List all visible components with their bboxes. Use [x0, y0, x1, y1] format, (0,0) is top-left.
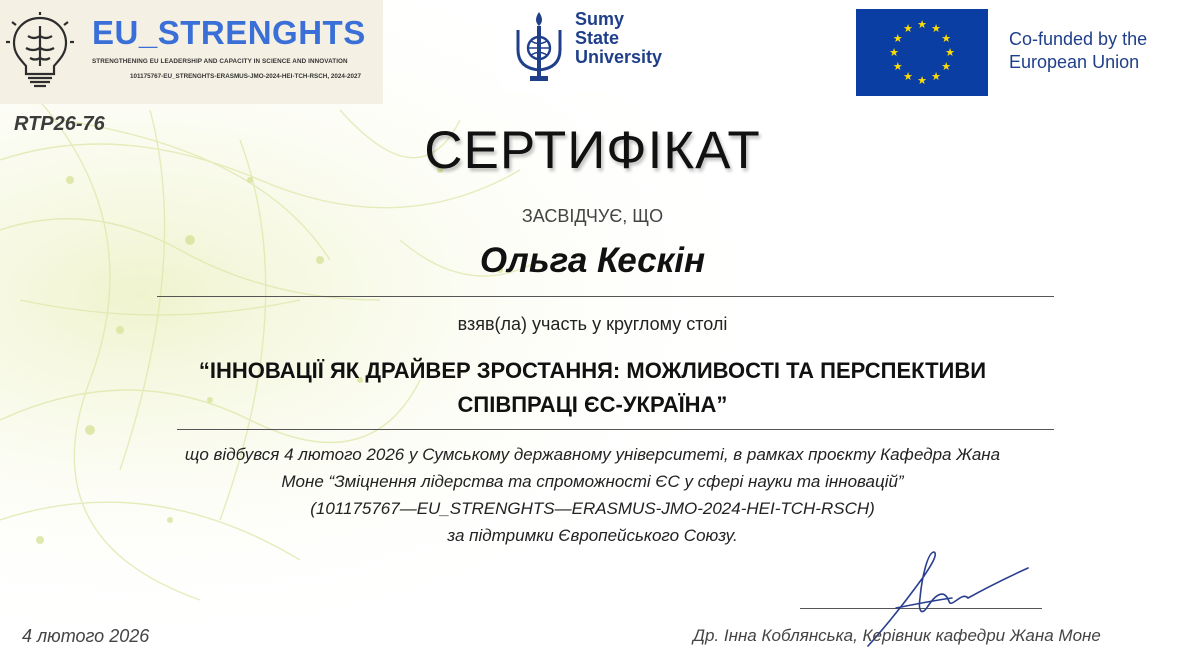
divider	[177, 429, 1054, 430]
recipient-name: Ольга Кескін	[479, 241, 706, 280]
eu-star-icon: ★	[903, 22, 913, 35]
university-name-line: State	[575, 28, 620, 48]
eu-star-icon: ★	[892, 33, 903, 45]
eu-star-icon: ★	[917, 75, 927, 87]
lightbulb-brain-icon	[6, 12, 74, 90]
project-title: EU_STRENGHTS	[92, 14, 366, 51]
eu-star-icon: ★	[945, 47, 955, 59]
description-line: Моне “Зміцнення лідерства та спроможності ЄС у сфері науки та інновацій”	[281, 472, 904, 491]
cofunded-line: European Union	[1009, 52, 1140, 72]
description-line: (101175767—EU_STRENGHTS—ERASMUS-JMO-2024-HEI-TCH-RSCH)	[310, 499, 875, 518]
university-logo	[502, 0, 662, 92]
project-logo	[0, 0, 383, 104]
eu-star-icon: ★	[931, 71, 941, 84]
university-name	[575, 10, 662, 67]
certifies-that: ЗАСВІДЧУЄ, ЩО	[521, 206, 664, 226]
eu-flag	[856, 9, 988, 96]
divider	[157, 296, 1054, 297]
issue-date: 4 лютого 2026	[22, 626, 150, 646]
participation-text: взяв(ла) участь у круглому столі	[457, 314, 728, 334]
project-subtitle: STRENGTHENING EU LEADERSHIP AND CAPACITY IN SCIENCE AND INNOVATION	[92, 58, 348, 65]
project-code: 101175767-EU_STRENGHTS-ERASMUS-JMO-2024-HEI-TCH-RSCH, 2024-2027	[130, 73, 361, 80]
description-line: за підтримки Європейського Союзу.	[447, 526, 738, 545]
university-name-line: Sumy	[575, 9, 625, 29]
university-name-line: University	[575, 47, 663, 67]
certificate-title: СЕРТИФІКАТ	[424, 121, 761, 180]
certificate-reference: RTP26-76	[14, 113, 105, 135]
cofunded-line: Co-funded by the	[1009, 29, 1148, 49]
sumy-emblem-icon	[508, 8, 570, 84]
event-title	[90, 354, 1095, 422]
eu-flag-icon	[856, 9, 988, 96]
event-title-line: “ІННОВАЦІЇ ЯК ДРАЙВЕР ЗРОСТАННЯ: МОЖЛИВОСТІ ТА ПЕРСПЕКТИВИ	[198, 358, 987, 383]
eu-star-icon: ★	[889, 47, 899, 59]
event-title-line: СПІВПРАЦІ ЄС-УКРАЇНА”	[457, 392, 728, 417]
event-description	[90, 441, 1095, 549]
eu-star-icon: ★	[892, 61, 903, 73]
eu-star-icon: ★	[917, 19, 927, 31]
eu-star-icon: ★	[941, 61, 952, 73]
eu-star-icon: ★	[941, 33, 952, 45]
eu-star-icon: ★	[931, 22, 941, 35]
eu-star-icon: ★	[903, 71, 913, 84]
signer-name: Др. Інна Коблянська, Керівник кафедри Жана Моне	[693, 626, 1101, 645]
cofunded-label	[1009, 28, 1147, 74]
description-line: що відбувся 4 лютого 2026 у Сумському державному університеті, в рамках проєкту Кафедра Жана	[184, 445, 1001, 464]
